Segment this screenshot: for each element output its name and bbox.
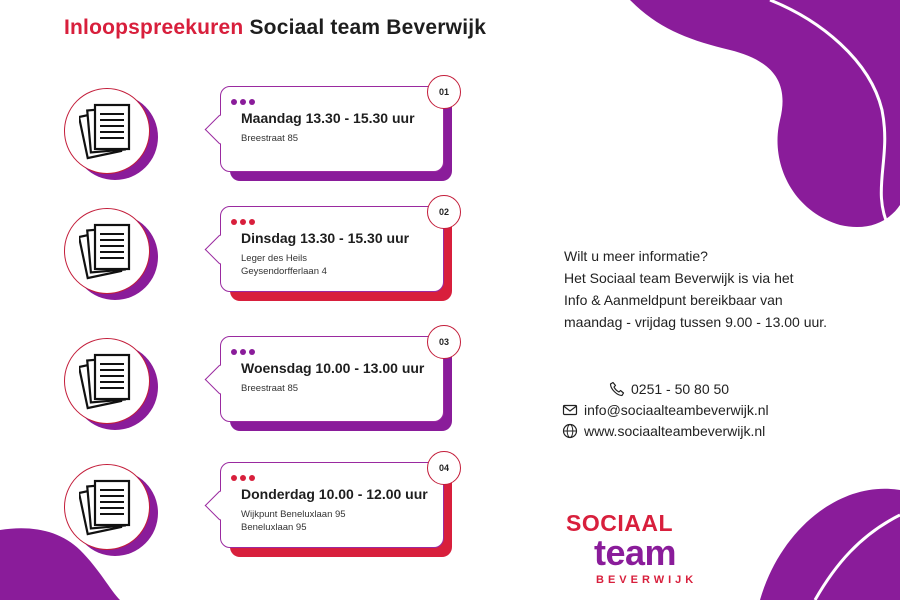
document-icon [64, 464, 150, 550]
website-contact[interactable] [562, 423, 765, 439]
dots-icon [231, 219, 255, 225]
title-highlight: Inloopspreekuren [64, 16, 244, 39]
session-row [0, 462, 470, 582]
session-card [220, 462, 449, 548]
session-row [0, 86, 470, 206]
logo-sociaal: SOCIAAL [566, 510, 673, 536]
logo-beverwijk: BEVERWIJK [596, 574, 698, 586]
session-time: Woensdag 10.00 - 13.00 uur [241, 360, 425, 376]
email-contact[interactable] [562, 402, 769, 418]
title-rest: Sociaal team Beverwijk [249, 16, 487, 39]
website-url[interactable]: www.sociaalteambeverwijk.nl [584, 423, 766, 439]
phone-icon [609, 381, 625, 397]
session-card [220, 86, 449, 172]
globe-icon [562, 423, 578, 439]
logo-team: team [594, 532, 677, 573]
session-number: 01 [427, 75, 461, 109]
bottom-right-blob [730, 485, 900, 600]
session-time: Donderdag 10.00 - 12.00 uur [241, 486, 428, 502]
session-time: Maandag 13.30 - 15.30 uur [241, 110, 415, 126]
session-card [220, 336, 449, 422]
session-location: Breestraat 85 [241, 383, 299, 394]
info-line: maandag - vrijdag tussen 9.00 - 13.00 uur. [564, 314, 828, 330]
session-number: 03 [427, 325, 461, 359]
session-time: Dinsdag 13.30 - 15.30 uur [241, 230, 410, 246]
top-right-blob [620, 0, 900, 230]
page-title [64, 16, 486, 40]
session-location: Leger des Heils Geysendorfferlaan 4 [241, 253, 327, 277]
session-location: Wijkpunt Beneluxlaan 95 Beneluxlaan 95 [241, 509, 346, 533]
document-icon [64, 88, 150, 174]
session-row [0, 336, 470, 456]
info-line: Het Sociaal team Beverwijk is via het [564, 270, 794, 286]
phone-number[interactable]: 0251 - 50 80 50 [631, 381, 730, 397]
session-location: Breestraat 85 [241, 133, 299, 144]
info-line: Info & Aanmeldpunt bereikbaar van [564, 292, 783, 308]
document-icon [64, 338, 150, 424]
session-card [220, 206, 449, 292]
session-number: 04 [427, 451, 461, 485]
email-address[interactable]: info@sociaalteambeverwijk.nl [584, 402, 769, 418]
info-text [564, 245, 827, 333]
dots-icon [231, 475, 255, 481]
session-row [0, 206, 470, 326]
dots-icon [231, 349, 255, 355]
document-icon [64, 208, 150, 294]
mail-icon [562, 402, 578, 418]
info-line: Wilt u meer informatie? [564, 248, 708, 264]
session-number: 02 [427, 195, 461, 229]
phone-contact[interactable] [609, 381, 729, 397]
sociaal-team-logo [566, 510, 716, 590]
dots-icon [231, 99, 255, 105]
